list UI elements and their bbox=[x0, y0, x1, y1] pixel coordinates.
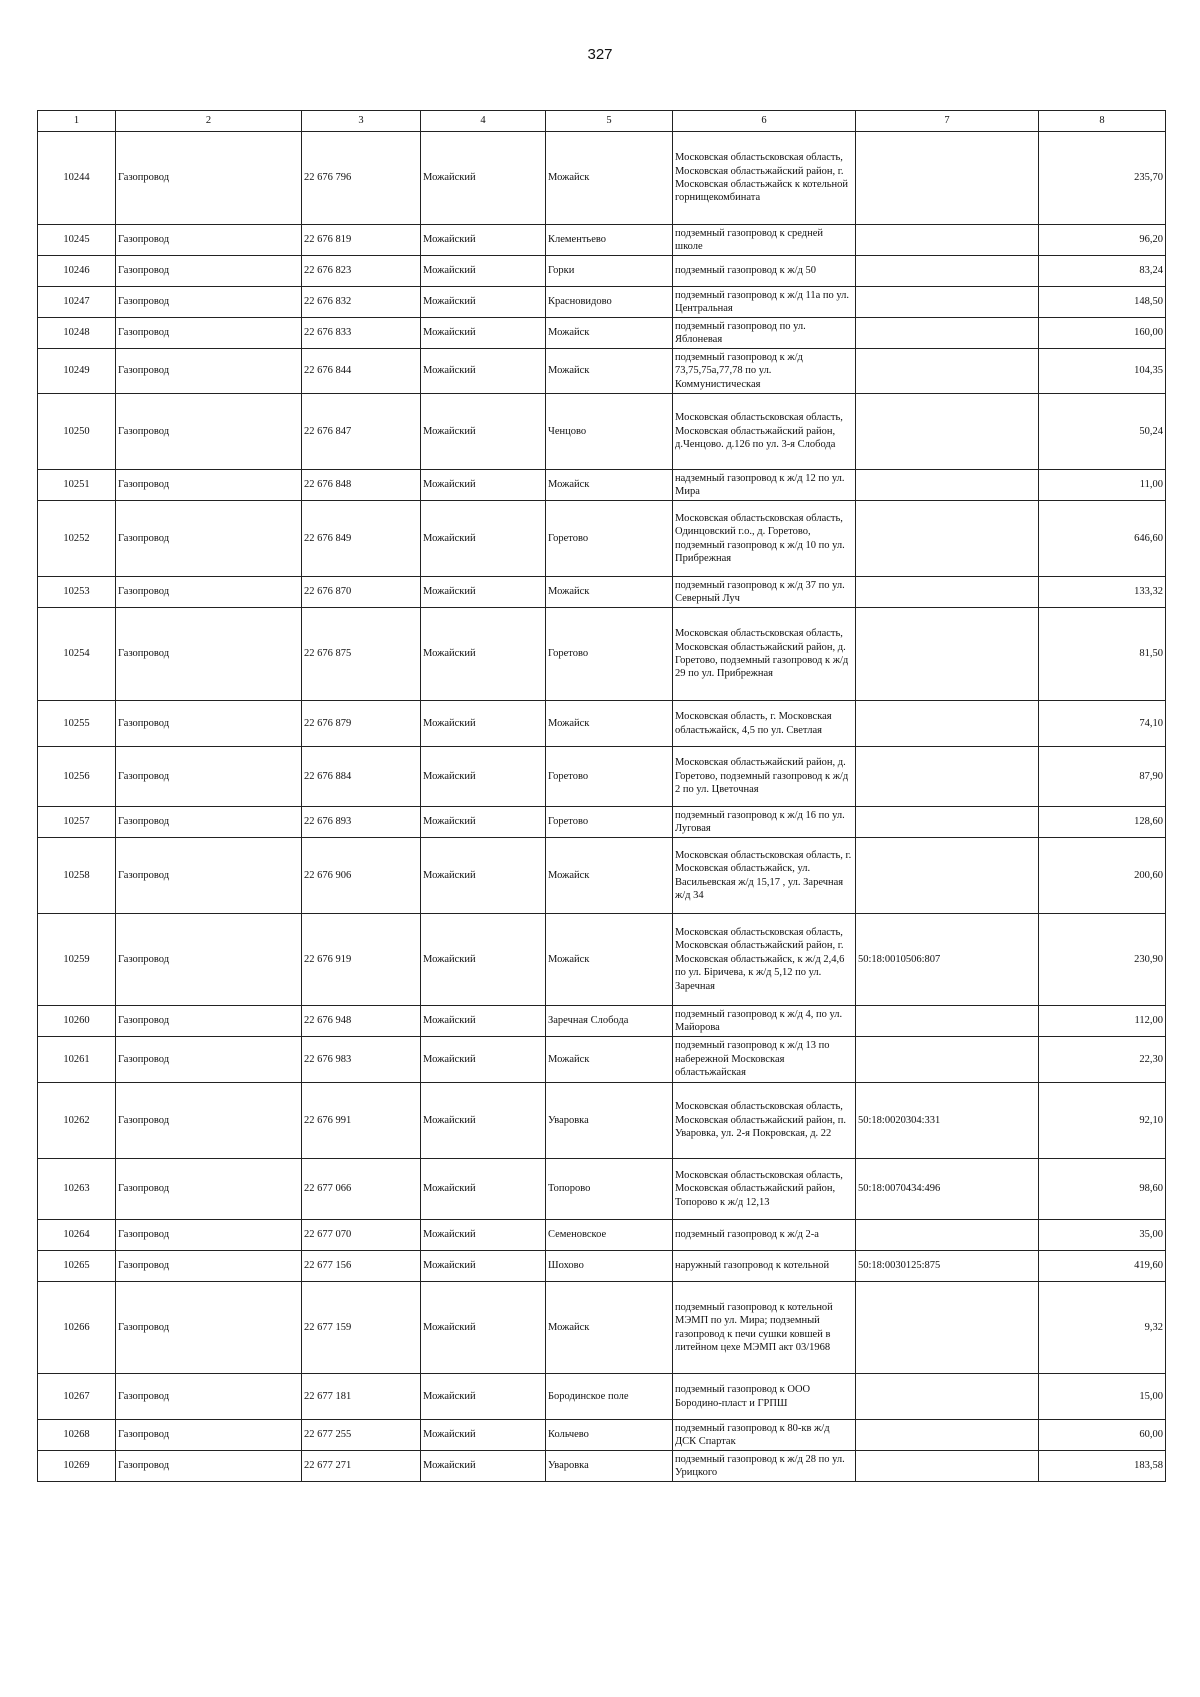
cell-locality: Можайск bbox=[546, 577, 673, 608]
cell-length: 133,32 bbox=[1039, 577, 1166, 608]
cell-address: надземный газопровод к ж/д 12 по ул. Мира bbox=[673, 470, 856, 501]
cell-locality: Кольчево bbox=[546, 1420, 673, 1451]
cell-cadastral-number bbox=[856, 1037, 1039, 1083]
cell-object-name: Газопровод bbox=[116, 1037, 302, 1083]
cell-inventory-number: 22 676 833 bbox=[302, 318, 421, 349]
cell-object-name: Газопровод bbox=[116, 1083, 302, 1159]
cell-address: подземный газопровод к средней школе bbox=[673, 225, 856, 256]
cell-address: Московская областьсковская область, Московская областьжайский район, д.Ченцово. д.126 по ул. 3-я Слобода bbox=[673, 394, 856, 470]
cell-inventory-number: 22 676 991 bbox=[302, 1083, 421, 1159]
cell-locality: Уваровка bbox=[546, 1451, 673, 1482]
table-row bbox=[38, 914, 1166, 1006]
cell-length: 87,90 bbox=[1039, 747, 1166, 807]
cell-inventory-number: 22 677 255 bbox=[302, 1420, 421, 1451]
cell-address: наружный газопровод к котельной bbox=[673, 1251, 856, 1282]
cell-locality: Можайск bbox=[546, 1282, 673, 1374]
cell-object-name: Газопровод bbox=[116, 577, 302, 608]
cell-cadastral-number bbox=[856, 608, 1039, 701]
cell-inventory-number: 22 677 066 bbox=[302, 1159, 421, 1220]
table-row bbox=[38, 470, 1166, 501]
cell-locality: Красновидово bbox=[546, 287, 673, 318]
cell-cadastral-number bbox=[856, 470, 1039, 501]
cell-cadastral-number bbox=[856, 501, 1039, 577]
column-header: 5 bbox=[546, 111, 673, 132]
cell-inventory-number: 22 676 849 bbox=[302, 501, 421, 577]
cell-record-number: 10265 bbox=[38, 1251, 116, 1282]
cell-inventory-number: 22 676 847 bbox=[302, 394, 421, 470]
cell-locality: Можайск bbox=[546, 701, 673, 747]
cell-address: Московская областьсковская область, г. Московская областьжайск, ул. Васильевская ж/д 15,17 , ул. Заречная ж/д 34 bbox=[673, 838, 856, 914]
cell-object-name: Газопровод bbox=[116, 1420, 302, 1451]
cell-district: Можайский bbox=[421, 701, 546, 747]
cell-address: подземный газопровод к ООО Бородино-пласт и ГРПШ bbox=[673, 1374, 856, 1420]
cell-address: подземный газопровод к 80-кв ж/д ДСК Спартак bbox=[673, 1420, 856, 1451]
cell-district: Можайский bbox=[421, 349, 546, 394]
table-row bbox=[38, 1006, 1166, 1037]
table-row bbox=[38, 1374, 1166, 1420]
cell-locality: Топорово bbox=[546, 1159, 673, 1220]
cell-locality: Можайск bbox=[546, 470, 673, 501]
cell-record-number: 10249 bbox=[38, 349, 116, 394]
cell-inventory-number: 22 676 948 bbox=[302, 1006, 421, 1037]
cell-object-name: Газопровод bbox=[116, 501, 302, 577]
cell-district: Можайский bbox=[421, 1220, 546, 1251]
cell-object-name: Газопровод bbox=[116, 1006, 302, 1037]
cell-record-number: 10255 bbox=[38, 701, 116, 747]
cell-locality: Уваровка bbox=[546, 1083, 673, 1159]
cell-inventory-number: 22 676 823 bbox=[302, 256, 421, 287]
cell-length: 98,60 bbox=[1039, 1159, 1166, 1220]
cell-object-name: Газопровод bbox=[116, 349, 302, 394]
page-number: 327 bbox=[587, 46, 613, 63]
table-row bbox=[38, 701, 1166, 747]
table-row bbox=[38, 349, 1166, 394]
cell-length: 22,30 bbox=[1039, 1037, 1166, 1083]
cell-address: подземный газопровод к ж/д 11а по ул. Центральная bbox=[673, 287, 856, 318]
cell-record-number: 10246 bbox=[38, 256, 116, 287]
cell-district: Можайский bbox=[421, 256, 546, 287]
cell-district: Можайский bbox=[421, 287, 546, 318]
cell-cadastral-number bbox=[856, 1420, 1039, 1451]
cell-object-name: Газопровод bbox=[116, 838, 302, 914]
cell-inventory-number: 22 677 181 bbox=[302, 1374, 421, 1420]
cell-record-number: 10266 bbox=[38, 1282, 116, 1374]
cell-address: Московская областьсковская область, Московская областьжайский район, Топорово к ж/д 12,13 bbox=[673, 1159, 856, 1220]
cell-district: Можайский bbox=[421, 1251, 546, 1282]
cell-object-name: Газопровод bbox=[116, 225, 302, 256]
cell-cadastral-number: 50:18:0010506:807 bbox=[856, 914, 1039, 1006]
cell-cadastral-number bbox=[856, 318, 1039, 349]
cell-length: 200,60 bbox=[1039, 838, 1166, 914]
cell-locality: Ченцово bbox=[546, 394, 673, 470]
cell-cadastral-number bbox=[856, 256, 1039, 287]
cell-length: 11,00 bbox=[1039, 470, 1166, 501]
table-row bbox=[38, 838, 1166, 914]
cell-record-number: 10264 bbox=[38, 1220, 116, 1251]
cell-inventory-number: 22 676 919 bbox=[302, 914, 421, 1006]
cell-record-number: 10268 bbox=[38, 1420, 116, 1451]
cell-cadastral-number bbox=[856, 577, 1039, 608]
cell-length: 235,70 bbox=[1039, 132, 1166, 225]
table-row bbox=[38, 1420, 1166, 1451]
cell-cadastral-number bbox=[856, 1282, 1039, 1374]
cell-record-number: 10250 bbox=[38, 394, 116, 470]
cell-district: Можайский bbox=[421, 1083, 546, 1159]
cell-address: Московская областьжайский район, д. Горетово, подземный газопровод к ж/д 2 по ул. Цветочная bbox=[673, 747, 856, 807]
cell-cadastral-number bbox=[856, 287, 1039, 318]
cell-length: 92,10 bbox=[1039, 1083, 1166, 1159]
cell-district: Можайский bbox=[421, 1037, 546, 1083]
cell-length: 81,50 bbox=[1039, 608, 1166, 701]
cell-address: Московская областьсковская область, Московская областьжайский район, г. Московская областьжайск к котельной горнищекомбината bbox=[673, 132, 856, 225]
cell-cadastral-number: 50:18:0070434:496 bbox=[856, 1159, 1039, 1220]
cell-district: Можайский bbox=[421, 1159, 546, 1220]
column-header: 1 bbox=[38, 111, 116, 132]
cell-district: Можайский bbox=[421, 747, 546, 807]
cell-cadastral-number bbox=[856, 1006, 1039, 1037]
cell-cadastral-number bbox=[856, 1220, 1039, 1251]
cell-locality: Горетово bbox=[546, 747, 673, 807]
cell-record-number: 10262 bbox=[38, 1083, 116, 1159]
cell-district: Можайский bbox=[421, 470, 546, 501]
cell-record-number: 10269 bbox=[38, 1451, 116, 1482]
table-row bbox=[38, 256, 1166, 287]
cell-object-name: Газопровод bbox=[116, 1374, 302, 1420]
cell-district: Можайский bbox=[421, 1420, 546, 1451]
cell-district: Можайский bbox=[421, 608, 546, 701]
cell-address: подземный газопровод к ж/д 13 по набережной Московская областьжайская bbox=[673, 1037, 856, 1083]
cell-district: Можайский bbox=[421, 577, 546, 608]
cell-inventory-number: 22 676 884 bbox=[302, 747, 421, 807]
column-header: 8 bbox=[1039, 111, 1166, 132]
cell-record-number: 10248 bbox=[38, 318, 116, 349]
cell-cadastral-number bbox=[856, 225, 1039, 256]
cell-inventory-number: 22 676 893 bbox=[302, 807, 421, 838]
table-row bbox=[38, 501, 1166, 577]
cell-object-name: Газопровод bbox=[116, 256, 302, 287]
cell-locality: Горки bbox=[546, 256, 673, 287]
table-row bbox=[38, 1159, 1166, 1220]
cell-inventory-number: 22 676 879 bbox=[302, 701, 421, 747]
table-row bbox=[38, 132, 1166, 225]
table-row bbox=[38, 1220, 1166, 1251]
cell-length: 83,24 bbox=[1039, 256, 1166, 287]
cell-locality: Семеновское bbox=[546, 1220, 673, 1251]
cell-locality: Заречная Слобода bbox=[546, 1006, 673, 1037]
cell-length: 230,90 bbox=[1039, 914, 1166, 1006]
cell-inventory-number: 22 677 159 bbox=[302, 1282, 421, 1374]
cell-length: 50,24 bbox=[1039, 394, 1166, 470]
cell-district: Можайский bbox=[421, 1282, 546, 1374]
cell-district: Можайский bbox=[421, 1374, 546, 1420]
cell-district: Можайский bbox=[421, 132, 546, 225]
table-row bbox=[38, 1451, 1166, 1482]
column-header: 2 bbox=[116, 111, 302, 132]
cell-record-number: 10245 bbox=[38, 225, 116, 256]
table-row bbox=[38, 807, 1166, 838]
cell-address: подземный газопровод к ж/д 37 по ул. Северный Луч bbox=[673, 577, 856, 608]
cell-cadastral-number bbox=[856, 349, 1039, 394]
header-row bbox=[38, 111, 1166, 132]
cell-address: подземный газопровод к ж/д 73,75,75а,77,78 по ул. Коммунистическая bbox=[673, 349, 856, 394]
cell-object-name: Газопровод bbox=[116, 701, 302, 747]
cell-object-name: Газопровод bbox=[116, 394, 302, 470]
registry-table bbox=[37, 110, 1166, 1482]
cell-object-name: Газопровод bbox=[116, 132, 302, 225]
cell-record-number: 10258 bbox=[38, 838, 116, 914]
cell-district: Можайский bbox=[421, 318, 546, 349]
cell-object-name: Газопровод bbox=[116, 1451, 302, 1482]
cell-record-number: 10259 bbox=[38, 914, 116, 1006]
table-row bbox=[38, 1251, 1166, 1282]
cell-cadastral-number: 50:18:0020304:331 bbox=[856, 1083, 1039, 1159]
table-row bbox=[38, 577, 1166, 608]
cell-locality: Можайск bbox=[546, 318, 673, 349]
cell-length: 74,10 bbox=[1039, 701, 1166, 747]
cell-district: Можайский bbox=[421, 914, 546, 1006]
cell-inventory-number: 22 676 875 bbox=[302, 608, 421, 701]
cell-district: Можайский bbox=[421, 838, 546, 914]
cell-cadastral-number bbox=[856, 1451, 1039, 1482]
cell-cadastral-number bbox=[856, 701, 1039, 747]
cell-length: 419,60 bbox=[1039, 1251, 1166, 1282]
cell-inventory-number: 22 676 906 bbox=[302, 838, 421, 914]
cell-address: подземный газопровод к ж/д 4, по ул. Майорова bbox=[673, 1006, 856, 1037]
cell-length: 35,00 bbox=[1039, 1220, 1166, 1251]
cell-district: Можайский bbox=[421, 1451, 546, 1482]
cell-cadastral-number bbox=[856, 132, 1039, 225]
cell-object-name: Газопровод bbox=[116, 1251, 302, 1282]
cell-object-name: Газопровод bbox=[116, 287, 302, 318]
cell-address: Московская областьсковская область, Московская областьжайский район, д. Горетово, подземный газопровод к ж/д 29 по ул. Прибрежная bbox=[673, 608, 856, 701]
cell-length: 160,00 bbox=[1039, 318, 1166, 349]
cell-inventory-number: 22 677 271 bbox=[302, 1451, 421, 1482]
cell-record-number: 10251 bbox=[38, 470, 116, 501]
cell-length: 9,32 bbox=[1039, 1282, 1166, 1374]
column-header: 7 bbox=[856, 111, 1039, 132]
cell-record-number: 10261 bbox=[38, 1037, 116, 1083]
table-row bbox=[38, 225, 1166, 256]
table-row bbox=[38, 287, 1166, 318]
cell-locality: Можайск bbox=[546, 349, 673, 394]
cell-cadastral-number bbox=[856, 394, 1039, 470]
cell-length: 646,60 bbox=[1039, 501, 1166, 577]
cell-address: Московская областьсковская область, Московская областьжайский район, п. Уваровка, ул. 2-я Покровская, д. 22 bbox=[673, 1083, 856, 1159]
cell-record-number: 10254 bbox=[38, 608, 116, 701]
cell-object-name: Газопровод bbox=[116, 747, 302, 807]
cell-address: подземный газопровод к ж/д 2-а bbox=[673, 1220, 856, 1251]
table-row bbox=[38, 1282, 1166, 1374]
cell-record-number: 10247 bbox=[38, 287, 116, 318]
cell-inventory-number: 22 677 156 bbox=[302, 1251, 421, 1282]
cell-object-name: Газопровод bbox=[116, 1159, 302, 1220]
column-header: 3 bbox=[302, 111, 421, 132]
cell-inventory-number: 22 676 832 bbox=[302, 287, 421, 318]
cell-record-number: 10263 bbox=[38, 1159, 116, 1220]
cell-inventory-number: 22 676 819 bbox=[302, 225, 421, 256]
cell-inventory-number: 22 676 983 bbox=[302, 1037, 421, 1083]
cell-record-number: 10267 bbox=[38, 1374, 116, 1420]
cell-length: 148,50 bbox=[1039, 287, 1166, 318]
cell-record-number: 10260 bbox=[38, 1006, 116, 1037]
cell-locality: Можайск bbox=[546, 914, 673, 1006]
cell-cadastral-number bbox=[856, 1374, 1039, 1420]
cell-cadastral-number bbox=[856, 838, 1039, 914]
cell-object-name: Газопровод bbox=[116, 608, 302, 701]
cell-district: Можайский bbox=[421, 225, 546, 256]
cell-address: подземный газопровод к ж/д 16 по ул. Луговая bbox=[673, 807, 856, 838]
cell-record-number: 10244 bbox=[38, 132, 116, 225]
table-row bbox=[38, 1083, 1166, 1159]
cell-address: Московская областьсковская область, Одинцовский г.о., д. Горетово, подземный газопровод к ж/д 10 по ул. Прибрежная bbox=[673, 501, 856, 577]
table-row bbox=[38, 608, 1166, 701]
cell-district: Можайский bbox=[421, 1006, 546, 1037]
cell-cadastral-number bbox=[856, 747, 1039, 807]
cell-object-name: Газопровод bbox=[116, 1282, 302, 1374]
column-header: 4 bbox=[421, 111, 546, 132]
table-row bbox=[38, 318, 1166, 349]
cell-locality: Горетово bbox=[546, 807, 673, 838]
cell-length: 15,00 bbox=[1039, 1374, 1166, 1420]
cell-inventory-number: 22 677 070 bbox=[302, 1220, 421, 1251]
cell-locality: Бородинское поле bbox=[546, 1374, 673, 1420]
cell-address: подземный газопровод к ж/д 50 bbox=[673, 256, 856, 287]
cell-inventory-number: 22 676 844 bbox=[302, 349, 421, 394]
cell-record-number: 10256 bbox=[38, 747, 116, 807]
cell-record-number: 10253 bbox=[38, 577, 116, 608]
cell-locality: Можайск bbox=[546, 838, 673, 914]
table-row bbox=[38, 1037, 1166, 1083]
column-header: 6 bbox=[673, 111, 856, 132]
cell-object-name: Газопровод bbox=[116, 807, 302, 838]
cell-length: 96,20 bbox=[1039, 225, 1166, 256]
cell-district: Можайский bbox=[421, 501, 546, 577]
cell-record-number: 10257 bbox=[38, 807, 116, 838]
table-row bbox=[38, 394, 1166, 470]
cell-address: подземный газопровод к ж/д 28 по ул. Урицкого bbox=[673, 1451, 856, 1482]
cell-object-name: Газопровод bbox=[116, 470, 302, 501]
cell-locality: Можайск bbox=[546, 1037, 673, 1083]
cell-locality: Горетово bbox=[546, 608, 673, 701]
cell-address: Московская областьсковская область, Московская областьжайский район, г. Московская областьжайск, к ж/д 2,4,6 по ул. Біричева, к ж/д 5,12 по ул. Заречная bbox=[673, 914, 856, 1006]
cell-cadastral-number: 50:18:0030125:875 bbox=[856, 1251, 1039, 1282]
cell-length: 60,00 bbox=[1039, 1420, 1166, 1451]
cell-object-name: Газопровод bbox=[116, 318, 302, 349]
cell-locality: Клементьево bbox=[546, 225, 673, 256]
cell-address: подземный газопровод по ул. Яблоневая bbox=[673, 318, 856, 349]
cell-length: 183,58 bbox=[1039, 1451, 1166, 1482]
cell-object-name: Газопровод bbox=[116, 914, 302, 1006]
cell-locality: Можайск bbox=[546, 132, 673, 225]
cell-address: Московская область, г. Московская областьжайск, 4,5 по ул. Светлая bbox=[673, 701, 856, 747]
cell-district: Можайский bbox=[421, 394, 546, 470]
cell-length: 112,00 bbox=[1039, 1006, 1166, 1037]
cell-locality: Горетово bbox=[546, 501, 673, 577]
cell-inventory-number: 22 676 796 bbox=[302, 132, 421, 225]
table-row bbox=[38, 747, 1166, 807]
cell-length: 128,60 bbox=[1039, 807, 1166, 838]
cell-inventory-number: 22 676 848 bbox=[302, 470, 421, 501]
cell-cadastral-number bbox=[856, 807, 1039, 838]
cell-length: 104,35 bbox=[1039, 349, 1166, 394]
cell-object-name: Газопровод bbox=[116, 1220, 302, 1251]
cell-inventory-number: 22 676 870 bbox=[302, 577, 421, 608]
cell-address: подземный газопровод к котельной МЭМП по ул. Мира; подземный газопровод к печи сушки ковшей в литейном цехе МЭМП акт 03/1968 bbox=[673, 1282, 856, 1374]
cell-district: Можайский bbox=[421, 807, 546, 838]
cell-record-number: 10252 bbox=[38, 501, 116, 577]
cell-locality: Шохово bbox=[546, 1251, 673, 1282]
